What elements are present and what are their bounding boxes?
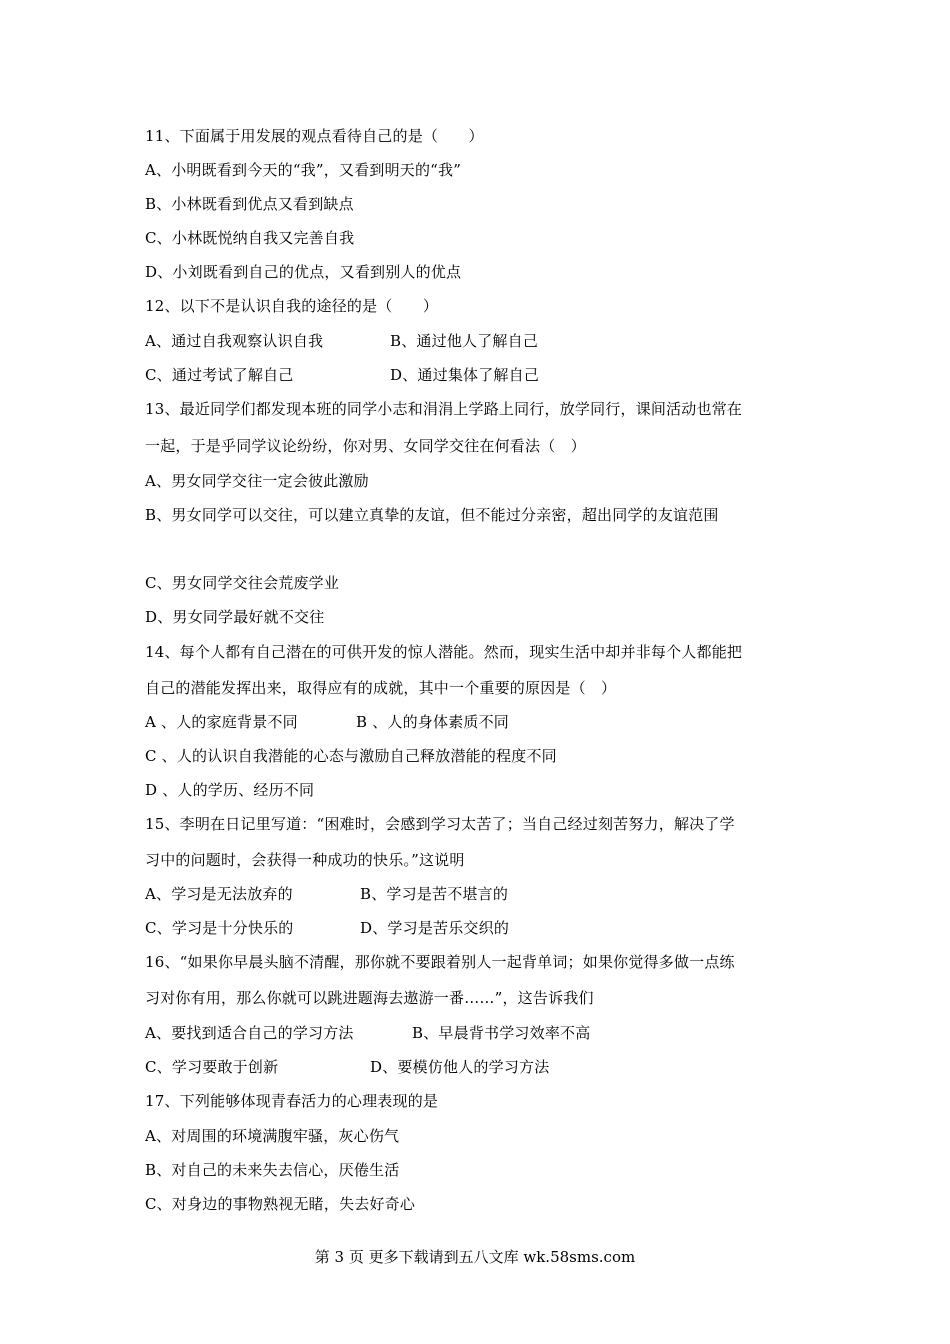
question-16-option-d: D、要模仿他人的学习方法 [370,1058,550,1076]
question-17-stem: 17、下列能够体现青春活力的心理表现的是 [145,1092,439,1110]
question-15-option-a: A、学习是无法放弃的 [145,885,293,903]
question-14-option-d: D 、人的学历、经历不同 [145,781,315,799]
question-16-option-a: A、要找到适合自己的学习方法 [145,1024,354,1042]
question-14-option-a: A 、人的家庭背景不同 [145,713,298,731]
question-13-option-b: B、男女同学可以交往，可以建立真挚的友谊，但不能过分亲密，超出同学的友谊范围 [145,506,719,524]
question-11-option-d: D、小刘既看到自己的优点，又看到别人的优点 [145,263,462,281]
question-13-option-a: A、男女同学交往一定会彼此激励 [145,472,369,490]
question-13-option-c: C、男女同学交往会荒废学业 [145,574,340,592]
question-12-option-c: C、通过考试了解自己 [145,366,294,384]
question-15-option-c: C、学习是十分快乐的 [145,919,294,937]
question-17-option-c: C、对身边的事物熟视无睹，失去好奇心 [145,1195,416,1213]
question-11-stem: 11、下面属于用发展的观点看待自己的是（ ） [145,127,484,145]
question-13-stem-line-2: 一起，于是乎同学议论纷纷，你对男、女同学交往在何看法（ ） [145,437,586,455]
question-12-option-d: D、通过集体了解自己 [390,366,540,384]
question-11-option-a: A、小明既看到今天的“我”，又看到明天的“我” [145,161,462,179]
question-16-option-c: C、学习要敢于创新 [145,1058,279,1076]
question-16-stem-line-2: 习对你有用，那么你就可以跳进题海去遨游一番……”，这告诉我们 [145,989,594,1007]
question-14-option-b: B 、人的身体素质不同 [356,713,509,731]
question-11-option-b: B、小林既看到优点又看到缺点 [145,195,354,213]
question-12-stem: 12、以下不是认识自我的途径的是（ ） [145,297,439,315]
question-15-option-d: D、学习是苦乐交织的 [360,919,510,937]
question-15-stem-line-2: 习中的问题时，会获得一种成功的快乐。”这说明 [145,851,465,869]
page-footer: 第 3 页 更多下载请到五八文库 wk.58sms.com [314,1248,636,1266]
question-12-option-a: A、通过自我观察认识自我 [145,332,324,350]
question-13-stem-line-1: 13、最近同学们都发现本班的同学小志和涓涓上学路上同行，放学同行，课间活动也常在 [145,400,743,418]
question-14-stem-line-1: 14、每个人都有自己潜在的可供开发的惊人潜能。然而，现实生活中却并非每个人都能把 [145,643,743,661]
question-17-option-b: B、对自己的未来失去信心，厌倦生活 [145,1161,400,1179]
question-13-option-d: D、男女同学最好就不交往 [145,608,325,626]
question-14-stem-line-2: 自己的潜能发挥出来，取得应有的成就，其中一个重要的原因是（ ） [145,679,617,697]
question-11-option-c: C、小林既悦纳自我又完善自我 [145,229,355,247]
question-12-option-b: B、通过他人了解自己 [390,332,539,350]
question-17-option-a: A、对周围的环境满腹牢骚，灰心伤气 [145,1127,400,1145]
question-15-option-b: B、学习是苦不堪言的 [360,885,509,903]
question-16-option-b: B、早晨背书学习效率不高 [412,1024,591,1042]
question-15-stem-line-1: 15、李明在日记里写道：“困难时，会感到学习太苦了；当自己经过刻苦努力，解决了学 [145,815,735,833]
question-16-stem-line-1: 16、“如果你早晨头脑不清醒，那你就不要跟着别人一起背单词；如果你觉得多做一点练 [145,953,735,971]
question-14-option-c: C 、人的认识自我潜能的心态与激励自己释放潜能的程度不同 [145,747,557,765]
